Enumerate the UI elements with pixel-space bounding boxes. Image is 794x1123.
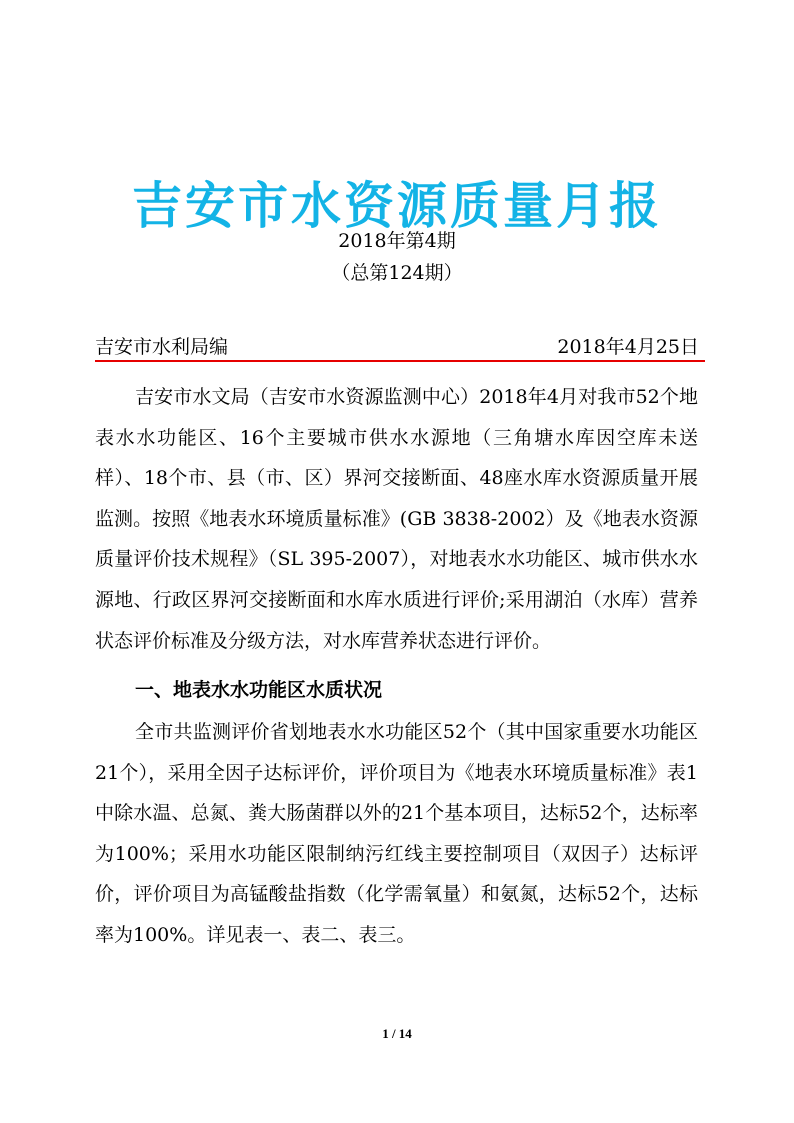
issue-number: 2018年第4期 [338, 230, 456, 252]
intro-paragraph: 吉安市水文局（吉安市水资源监测中心）2018年4月对我市52个地表水水功能区、16个主要城市供水水源地（三角塘水库因空库未送样）、18个市、县（市、区）界河交接断面、48座水库水资源质量开展监测。按照《地表水环境质量标准》(GB 3838-2002）及《地表水资源质量评价技术规程》（SL 395-2007），对地表水水功能区、城市供水水源地、行政区界河交接断面和水库水质进行评价;采用湖泊（水库）营养状态评价标准及分级方法，对水库营养状态进行评价。 [95, 386, 698, 652]
editor-label: 吉安市水利局编 [95, 336, 229, 358]
publish-date: 2018年4月25日 [557, 336, 699, 358]
section-paragraph: 全市共监测评价省划地表水水功能区52个（其中国家重要水功能区21个），采用全因子达标评价，评价项目为《地表水环境质量标准》表1中除水温、总氮、粪大肠菌群以外的21个基本项目，达标52个，达标率为100%；采用水功能区限制纳污红线主要控制项目（双因子）达标评价，评价项目为高锰酸盐指数（化学需氧量）和氨氮，达标52个，达标率为100%。详见表一、表二、表三。 [95, 721, 698, 946]
page-number: 1 / 14 [382, 1026, 412, 1041]
masthead-row [95, 334, 705, 360]
red-divider-line [95, 360, 705, 362]
total-issue-number: （总第124期） [331, 262, 463, 284]
section-heading: 一、地表水水功能区水质状况 [135, 679, 383, 701]
report-title: 吉安市水资源质量月报 [132, 176, 662, 235]
